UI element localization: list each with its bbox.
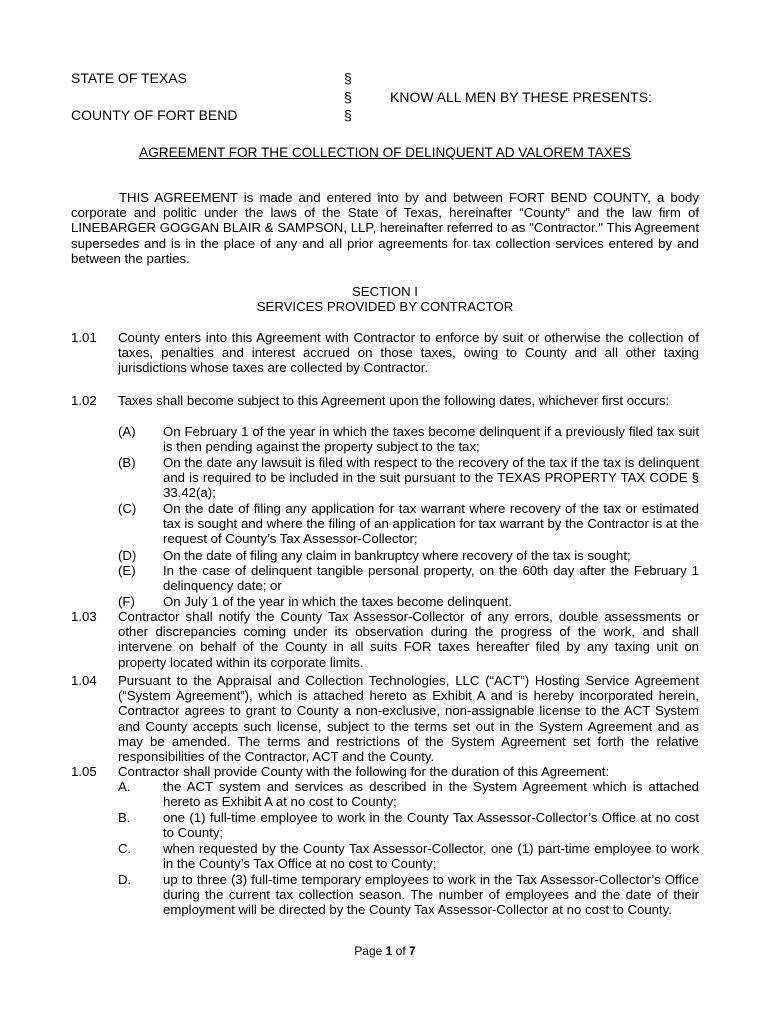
page-number: 1 [385,944,393,958]
section-symbol: § [344,70,352,86]
list-item: one (1) full-time employee to work in the County Tax Assessor-Collector’s Office at no cost to County; [163,810,699,841]
list-label: (D) [118,548,137,563]
section-symbol: § [344,107,352,123]
list-label: A. [118,779,131,794]
page-word: Page [354,944,383,958]
clause-number: 1.02 [71,393,97,408]
clause-number: 1.01 [71,330,97,345]
state-label: STATE OF TEXAS [71,70,187,86]
list-label: D. [118,872,132,887]
intro-paragraph: THIS AGREEMENT is made and entered into by and between FORT BEND COUNTY, a body corporate and politic under the laws of the State of Texas, hereinafter “County” and the law firm of LINEBARGER GOGGAN BLAIR & SAMPSON, LLP, hereinafter referred to as "Contractor." This Agreement supersedes and is in the place of any and all prior agreements for tax collection services entered by and between the parties. [71,190,699,266]
clause-text: Contractor shall provide County with the following for the duration of this Agreement: [118,764,610,779]
list-label: (A) [118,424,136,439]
list-item: On the date of filing any application for tax warrant where recovery of the tax or estimated tax is sought and where the filing of an application for tax warrant by the Contractor is at the request of County’s Tax Assessor-Collector; [163,501,699,547]
clause-text: County enters into this Agreement with Contractor to enforce by suit or otherwise the collection of taxes, penalties and interest accrued on those taxes, owing to County and all other taxing jurisdictions whose taxes are collected by Contractor. [118,330,699,376]
list-label: C. [118,841,132,856]
list-item: the ACT system and services as described in the System Agreement which is attached hereto as Exhibit A at no cost to County; [163,779,699,810]
list-label: (C) [118,501,137,516]
clause-text: Contractor shall notify the County Tax Assessor-Collector of any errors, double assessments or other discrepancies coming under its observation during the progress of the work, and shall intervene on behalf of the County in all suits FOR taxes hereafter filed by any taxing unit on property located within its corporate limits. [118,609,699,670]
clause-number: 1.04 [71,673,97,688]
clause-text: Taxes shall become subject to this Agreement upon the following dates, whichever first occurs: [118,393,670,408]
clause-text: Pursuant to the Appraisal and Collection Technologies, LLC (“ACT”) Hosting Service Agreement (“System Agreement”), which is attached hereto as Exhibit A and is hereby incorporated herein, Contractor agrees to grant to County a non-exclusive, non-assignable license to the ACT System and County accepts such license, subject to the terms set out in the System Agreement and as may be amended. The terms and restrictions of the System Agreement set forth the relative responsibilities of the Contractor, ACT and the County. [118,673,699,765]
list-label: (B) [118,455,136,470]
list-label: (E) [118,563,136,578]
list-item: In the case of delinquent tangible personal property, on the 60th day after the February 1 delinquency date; or [163,563,699,594]
county-label: COUNTY OF FORT BEND [71,107,238,123]
list-item: On February 1 of the year in which the taxes become delinquent if a previously filed tax suit is then pending against the property subject to the tax; [163,424,699,455]
of-word: of [395,944,406,958]
section-symbol: § [344,89,352,105]
know-all-men: KNOW ALL MEN BY THESE PRESENTS: [390,89,652,105]
list-item: On July 1 of the year in which the taxes become delinquent. [163,594,512,609]
clause-number: 1.05 [71,764,97,779]
list-label: B. [118,810,131,825]
list-item: up to three (3) full-time temporary employees to work in the Tax Assessor-Collector’s Office during the current tax collection season. The number of employees and the date of their employment will be directed by the County Tax Assessor-Collector at no cost to County. [163,872,699,918]
page-footer [0,944,770,958]
list-label: (F) [118,594,135,609]
list-item: On the date of filing any claim in bankruptcy where recovery of the tax is sought; [163,548,631,563]
section-number: SECTION I [352,284,418,299]
page-total: 7 [409,944,416,958]
clause-number: 1.03 [71,609,97,624]
agreement-title: AGREEMENT FOR THE COLLECTION OF DELINQUENT AD VALOREM TAXES [139,145,631,160]
section-heading: SERVICES PROVIDED BY CONTRACTOR [256,299,514,314]
list-item: On the date any lawsuit is filed with respect to the recovery of the tax if the tax is delinquent and is required to be included in the suit pursuant to the TEXAS PROPERTY TAX CODE § 33.42(a); [163,455,699,501]
list-item: when requested by the County Tax Assessor-Collector, one (1) part-time employee to work in the County’s Tax Office at no cost to County; [163,841,699,872]
